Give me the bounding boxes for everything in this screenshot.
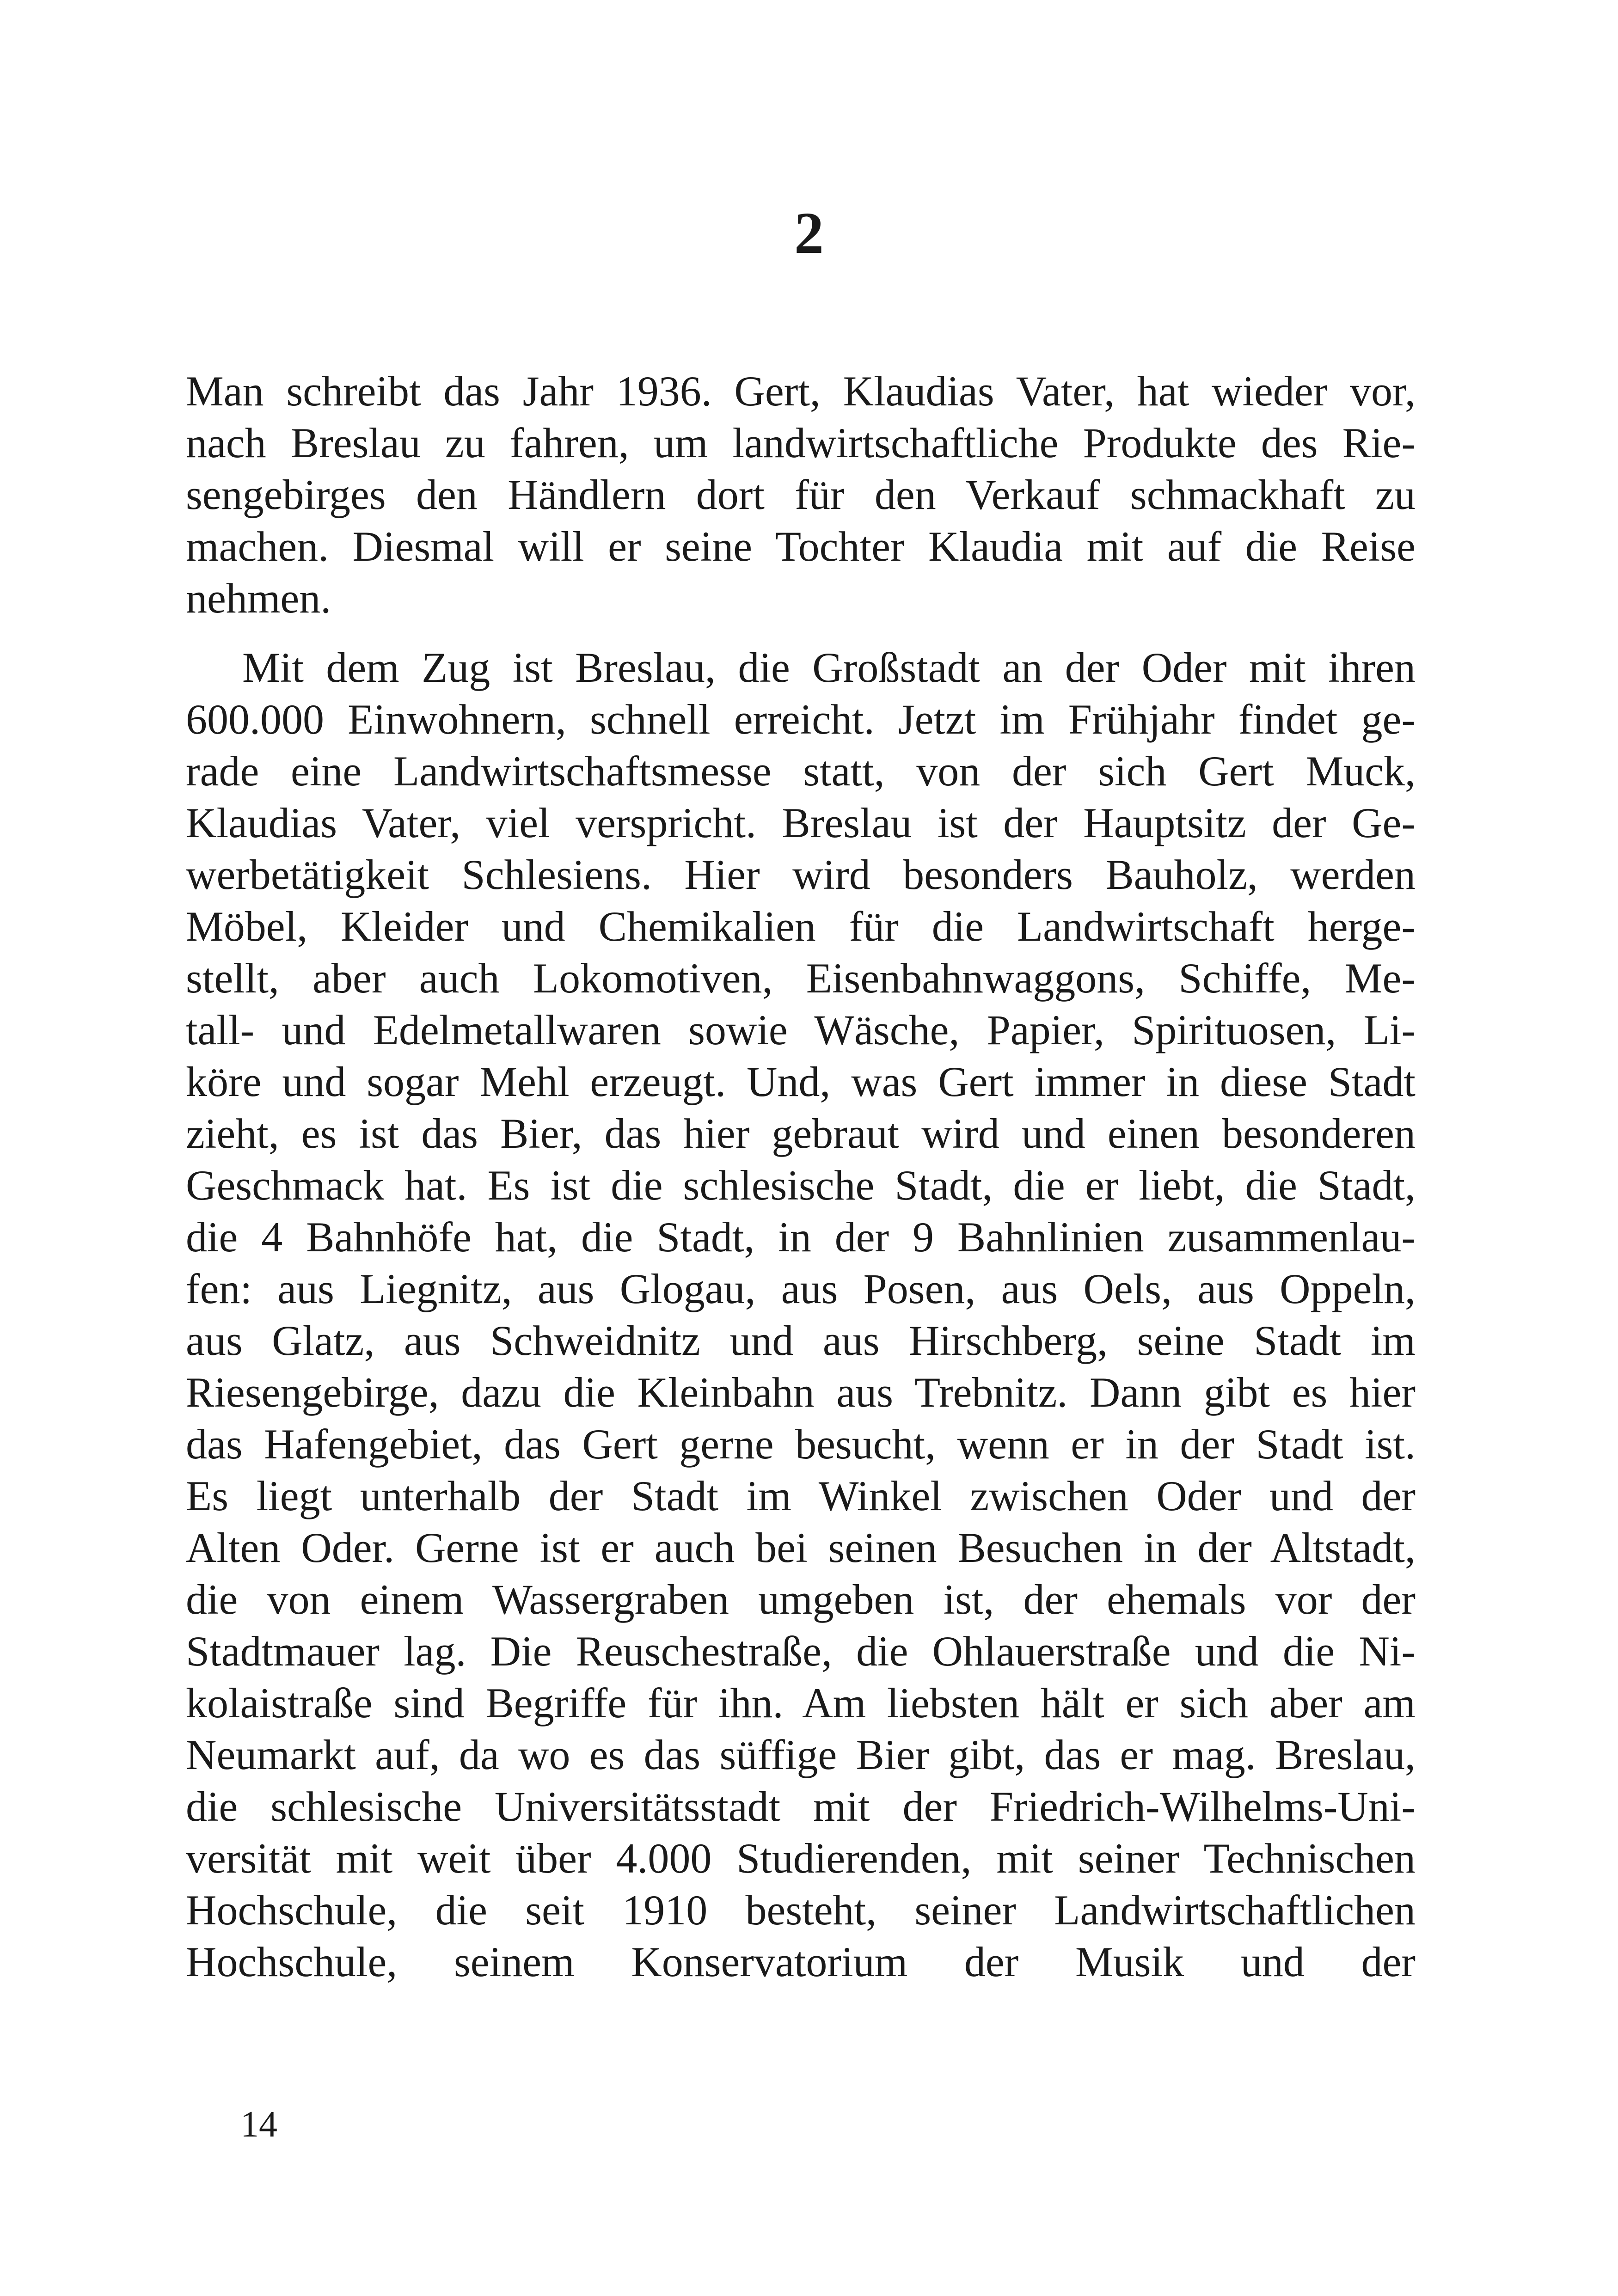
paragraph	[186, 365, 1416, 624]
text-line: Mit dem Zug ist Breslau, die Großstadt an der Oder mit ihren	[242, 644, 1416, 691]
text-line: Riesengebirge, dazu die Kleinbahn aus Trebnitz. Dann gibt es hier	[186, 1369, 1416, 1416]
paragraph	[186, 642, 1416, 1988]
text-line: Man schreibt das Jahr 1936. Gert, Klaudias Vater, hat wieder vor,	[186, 367, 1416, 415]
text-line: stellt, aber auch Lokomotiven, Eisenbahnwaggons, Schiffe, Me-	[186, 955, 1416, 1002]
text-line: kolaistraße sind Begriffe für ihn. Am liebsten hält er sich aber am	[186, 1679, 1416, 1727]
text-line: tall- und Edelmetallwaren sowie Wäsche, Papier, Spirituosen, Li-	[186, 1006, 1416, 1053]
text-line: versität mit weit über 4.000 Studierenden, mit seiner Technischen	[186, 1835, 1416, 1882]
text-line: zieht, es ist das Bier, das hier gebraut wird und einen besonderen	[186, 1110, 1416, 1157]
text-line: Alten Oder. Gerne ist er auch bei seinen Besuchen in der Altstadt,	[186, 1524, 1416, 1571]
text-line: Stadtmauer lag. Die Reuschestraße, die Ohlauerstraße und die Ni-	[186, 1628, 1416, 1675]
text-line: Neumarkt auf, da wo es das süffige Bier gibt, das er mag. Breslau,	[186, 1731, 1416, 1778]
text-line: sengebirges den Händlern dort für den Verkauf schmackhaft zu	[186, 471, 1416, 518]
text-line: Möbel, Kleider und Chemikalien für die Landwirtschaft herge-	[186, 903, 1416, 950]
text-line: köre und sogar Mehl erzeugt. Und, was Gert immer in diese Stadt	[186, 1058, 1416, 1105]
text-line: das Hafengebiet, das Gert gerne besucht, wenn er in der Stadt ist.	[186, 1420, 1416, 1468]
text-line: fen: aus Liegnitz, aus Glogau, aus Posen, aus Oels, aus Oppeln,	[186, 1265, 1416, 1312]
paragraph-gap	[186, 624, 1416, 642]
text-line: Klaudias Vater, viel verspricht. Breslau ist der Hauptsitz der Ge-	[186, 799, 1416, 846]
text-line: Geschmack hat. Es ist die schlesische Stadt, die er liebt, die Stadt,	[186, 1162, 1416, 1209]
body-text	[186, 365, 1416, 1988]
page-number: 14	[240, 2104, 277, 2145]
text-line: machen. Diesmal will er seine Tochter Klaudia mit auf die Reise	[186, 523, 1416, 570]
text-line: rade eine Landwirtschaftsmesse statt, von der sich Gert Muck,	[186, 747, 1416, 795]
chapter-number: 2	[794, 200, 824, 266]
text-line: die schlesische Universitätsstadt mit der Friedrich-Wilhelms-Uni-	[186, 1783, 1416, 1830]
text-line: die von einem Wassergraben umgeben ist, der ehemals vor der	[186, 1576, 1416, 1623]
text-line: werbetätigkeit Schlesiens. Hier wird besonders Bauholz, werden	[186, 851, 1416, 898]
text-line: nach Breslau zu fahren, um landwirtschaftliche Produkte des Rie-	[186, 419, 1416, 466]
text-line: Es liegt unterhalb der Stadt im Winkel zwischen Oder und der	[186, 1472, 1416, 1519]
text-line: Hochschule, seinem Konservatorium der Musik und der	[186, 1938, 1416, 1985]
text-line: aus Glatz, aus Schweidnitz und aus Hirschberg, seine Stadt im	[186, 1317, 1416, 1364]
text-line: Hochschule, die seit 1910 besteht, seiner Landwirtschaftlichen	[186, 1886, 1416, 1934]
text-line: 600.000 Einwohnern, schnell erreicht. Jetzt im Frühjahr findet ge-	[186, 696, 1416, 743]
text-line: die 4 Bahnhöfe hat, die Stadt, in der 9 Bahnlinien zusammenlau-	[186, 1213, 1416, 1261]
text-line: nehmen.	[186, 575, 331, 622]
